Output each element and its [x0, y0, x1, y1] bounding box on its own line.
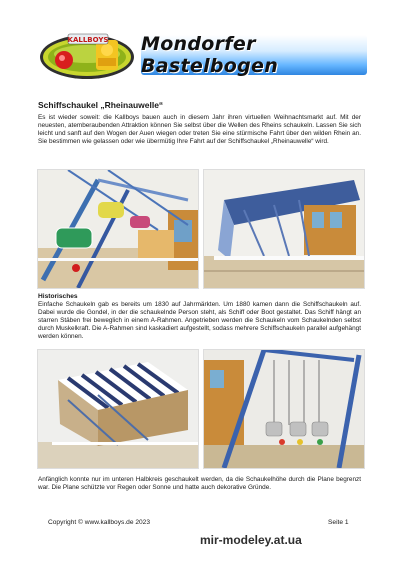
- photo-gondolas: [203, 349, 365, 469]
- svg-text:KALLBOYS: KALLBOYS: [67, 36, 109, 44]
- photo-striped-canopy: [37, 349, 199, 469]
- page-header: [38, 26, 368, 88]
- closing-paragraph: Anfänglich konnte nur im unteren Halbkreis geschaukelt werden, da die Schaukelhöhe durch die Plane begrenzt war. Die Plane schützte vor Regen oder Sonne und hatte auch dekorative Gründe.: [38, 476, 361, 491]
- article-title: Schiffschaukel „Rheinauwelle“: [38, 100, 164, 110]
- photo-swing-ride-overview: [203, 169, 365, 289]
- intro-paragraph: Es ist wieder soweit: die Kallboys bauen auch in diesem Jahr ihren virtuellen Weihnachtsmarkt auf. Mit der neuesten, atemberaubenden Attraktion können Sie selbst über die Wellen des Rheins schaukeln. Lassen Sie sich leicht und sanft auf den Wogen der Auen wiegen oder treten Sie eine stürmische Fahrt über den wilden Rhein an. Sie bestimmen wie gelassen oder wie übermütig Ihre Fahrt auf der Schiffschaukel „Rheinauwelle“ wird.: [38, 114, 361, 145]
- history-heading: Historisches: [38, 293, 78, 300]
- title-banner: [141, 35, 367, 75]
- photo-swing-ride-closeup: [37, 169, 199, 289]
- banner-title: Mondorfer Bastelbogen: [141, 33, 279, 77]
- watermark-text: mir-modeley.at.ua: [200, 533, 302, 547]
- history-paragraph: Einfache Schaukeln gab es bereits um 1830 auf Jahrmärkten. Um 1880 kamen dann die Schiffschaukeln auf. Dabei wurde die Gondel, in der die schaukelnde Person steht, als Schiff oder Boot gestaltet. Das Schiff hängt an starren Stäben frei beweglich in einem A-Rahmen. Angetrieben werden die Schaukeln vom Schaukelnden selbst durch Muskelkraft. Die A-Rahmen sind kaskadiert aufgestellt, sodass mehrere Schiffschaukeln parallel aufgehängt werden können.: [38, 301, 361, 340]
- page-number: Seite 1: [328, 519, 349, 526]
- kallboys-logo: [38, 30, 136, 82]
- copyright-text: Copyright © www.kallboys.de 2023: [48, 519, 150, 526]
